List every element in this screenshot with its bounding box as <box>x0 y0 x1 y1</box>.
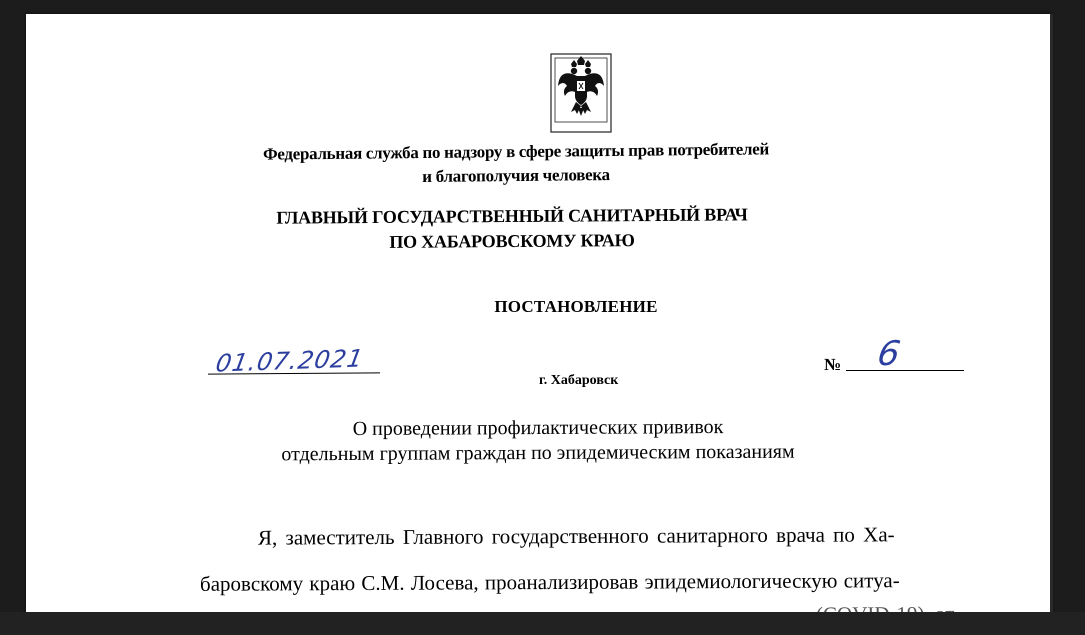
body-paragraph-line-2: баровскому краю С.М. Лосева, проанализировав эпидемиологическую ситуа- <box>199 568 900 596</box>
subject-line-2: отдельным группам граждан по эпидемическим показаниям <box>281 440 795 466</box>
page-right-edge <box>1050 14 1053 635</box>
document-page <box>26 14 1050 635</box>
official-title-line-1: ГЛАВНЫЙ ГОСУДАРСТВЕННЫЙ САНИТАРНЫЙ ВРАЧ <box>276 204 748 228</box>
body-paragraph-line-1: Я, заместитель Главного государственного санитарного врача по Ха- <box>257 522 895 550</box>
official-title-line-2: ПО ХАБАРОВСКОМУ КРАЮ <box>389 230 635 252</box>
handwritten-date: 01.07.2021 <box>213 344 366 378</box>
agency-name-line-1: Федеральная служба по надзору в сфере защиты прав потребителей <box>262 139 770 164</box>
number-underline <box>846 370 964 371</box>
handwritten-number: 6 <box>874 334 904 374</box>
number-label: № <box>824 355 842 374</box>
agency-name-line-2: и благополучия человека <box>422 165 610 186</box>
subject-line-1: О проведении профилактических прививок <box>352 416 724 440</box>
document-type-heading: ПОСТАНОВЛЕНИЕ <box>494 297 658 316</box>
viewer-bottom-bar <box>0 612 1085 635</box>
russian-coat-of-arms-icon <box>549 52 613 134</box>
document-city: г. Хабаровск <box>539 373 619 388</box>
